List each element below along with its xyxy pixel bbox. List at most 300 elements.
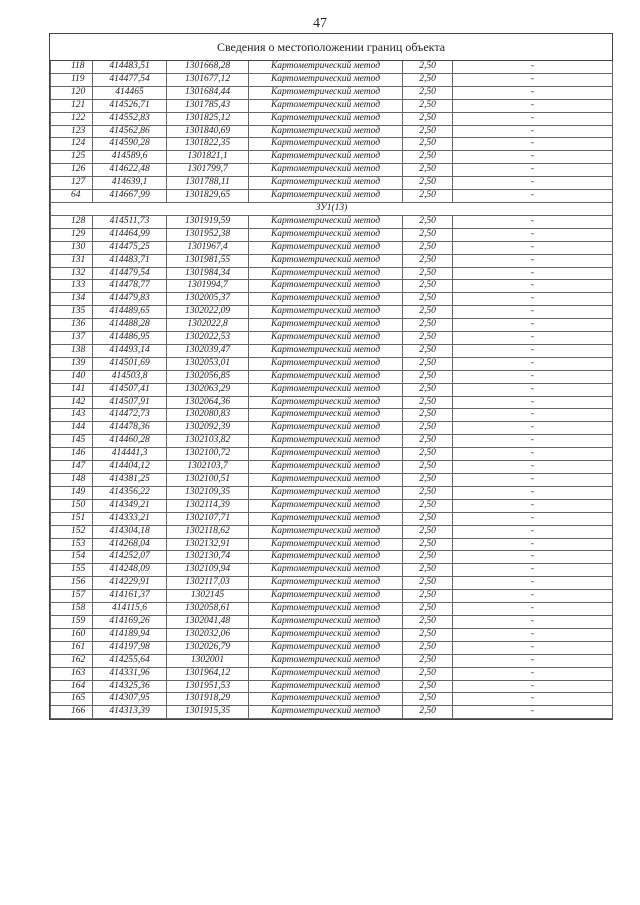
x-coordinate-cell: 414381,25: [93, 474, 167, 487]
description-cell: -: [453, 577, 613, 590]
description-cell: -: [453, 590, 613, 603]
table-row: [51, 370, 613, 383]
description-cell: -: [453, 61, 613, 73]
method-cell: Картометрический метод: [249, 177, 403, 190]
table-row: [51, 590, 613, 603]
x-coordinate-cell: 414304,18: [93, 525, 167, 538]
table-row: [51, 525, 613, 538]
accuracy-cell: 2,50: [403, 615, 453, 628]
x-coordinate-cell: 414552,83: [93, 112, 167, 125]
accuracy-cell: 2,50: [403, 396, 453, 409]
y-coordinate-cell: 1301915,35: [167, 706, 249, 719]
point-number-cell: 159: [51, 615, 93, 628]
x-coordinate-cell: 414639,1: [93, 177, 167, 190]
method-cell: Картометрический метод: [249, 615, 403, 628]
point-number-cell: 148: [51, 474, 93, 487]
table-row: [51, 603, 613, 616]
description-cell: -: [453, 409, 613, 422]
y-coordinate-cell: 1301825,12: [167, 112, 249, 125]
description-cell: -: [453, 151, 613, 164]
point-number-cell: 152: [51, 525, 93, 538]
point-number-cell: 158: [51, 603, 93, 616]
description-cell: -: [453, 448, 613, 461]
x-coordinate-cell: 414503,8: [93, 370, 167, 383]
description-cell: -: [453, 499, 613, 512]
description-cell: -: [453, 461, 613, 474]
description-cell: -: [453, 241, 613, 254]
point-number-cell: 128: [51, 215, 93, 228]
method-cell: Картометрический метод: [249, 370, 403, 383]
point-number-cell: 144: [51, 422, 93, 435]
table-row: [51, 61, 613, 73]
table-row: [51, 435, 613, 448]
y-coordinate-cell: 1302103,82: [167, 435, 249, 448]
x-coordinate-cell: 414526,71: [93, 99, 167, 112]
point-number-cell: 143: [51, 409, 93, 422]
table-row: [51, 267, 613, 280]
method-cell: Картометрический метод: [249, 357, 403, 370]
section-row: [51, 202, 613, 215]
x-coordinate-cell: 414268,04: [93, 538, 167, 551]
x-coordinate-cell: 414255,64: [93, 654, 167, 667]
method-cell: Картометрический метод: [249, 61, 403, 73]
x-coordinate-cell: 414478,77: [93, 280, 167, 293]
y-coordinate-cell: 1302039,47: [167, 344, 249, 357]
point-number-cell: 134: [51, 293, 93, 306]
x-coordinate-cell: 414313,39: [93, 706, 167, 719]
accuracy-cell: 2,50: [403, 577, 453, 590]
description-cell: -: [453, 228, 613, 241]
y-coordinate-cell: 1302107,71: [167, 512, 249, 525]
table-row: [51, 512, 613, 525]
x-coordinate-cell: 414590,28: [93, 138, 167, 151]
x-coordinate-cell: 414479,83: [93, 293, 167, 306]
description-cell: -: [453, 125, 613, 138]
accuracy-cell: 2,50: [403, 461, 453, 474]
accuracy-cell: 2,50: [403, 603, 453, 616]
y-coordinate-cell: 1302100,51: [167, 474, 249, 487]
method-cell: Картометрический метод: [249, 512, 403, 525]
y-coordinate-cell: 1301677,12: [167, 73, 249, 86]
point-number-cell: 140: [51, 370, 93, 383]
y-coordinate-cell: 1301994,7: [167, 280, 249, 293]
y-coordinate-cell: 1301821,1: [167, 151, 249, 164]
method-cell: Картометрический метод: [249, 99, 403, 112]
accuracy-cell: 2,50: [403, 151, 453, 164]
x-coordinate-cell: 414488,28: [93, 319, 167, 332]
method-cell: Картометрический метод: [249, 486, 403, 499]
description-cell: -: [453, 667, 613, 680]
point-number-cell: 149: [51, 486, 93, 499]
method-cell: Картометрический метод: [249, 306, 403, 319]
accuracy-cell: 2,50: [403, 422, 453, 435]
description-cell: -: [453, 267, 613, 280]
point-number-cell: 64: [51, 190, 93, 203]
x-coordinate-cell: 414161,37: [93, 590, 167, 603]
x-coordinate-cell: 414489,65: [93, 306, 167, 319]
method-cell: Картометрический метод: [249, 396, 403, 409]
x-coordinate-cell: 414229,91: [93, 577, 167, 590]
x-coordinate-cell: 414483,51: [93, 61, 167, 73]
table-row: [51, 344, 613, 357]
y-coordinate-cell: 1302132,91: [167, 538, 249, 551]
x-coordinate-cell: 414115,6: [93, 603, 167, 616]
coordinates-sheet: [49, 33, 613, 720]
point-number-cell: 142: [51, 396, 93, 409]
method-cell: Картометрический метод: [249, 215, 403, 228]
table-row: [51, 706, 613, 719]
description-cell: -: [453, 564, 613, 577]
table-row: [51, 99, 613, 112]
x-coordinate-cell: 414464,99: [93, 228, 167, 241]
description-cell: -: [453, 654, 613, 667]
method-cell: Картометрический метод: [249, 538, 403, 551]
accuracy-cell: 2,50: [403, 332, 453, 345]
point-number-cell: 145: [51, 435, 93, 448]
y-coordinate-cell: 1301967,4: [167, 241, 249, 254]
accuracy-cell: 2,50: [403, 112, 453, 125]
accuracy-cell: 2,50: [403, 551, 453, 564]
accuracy-cell: 2,50: [403, 370, 453, 383]
point-number-cell: 164: [51, 680, 93, 693]
x-coordinate-cell: 414486,95: [93, 332, 167, 345]
accuracy-cell: 2,50: [403, 564, 453, 577]
accuracy-cell: 2,50: [403, 706, 453, 719]
description-cell: -: [453, 474, 613, 487]
description-cell: -: [453, 486, 613, 499]
x-coordinate-cell: 414483,71: [93, 254, 167, 267]
point-number-cell: 118: [51, 61, 93, 73]
description-cell: -: [453, 422, 613, 435]
table-row: [51, 538, 613, 551]
accuracy-cell: 2,50: [403, 357, 453, 370]
y-coordinate-cell: 1302026,79: [167, 641, 249, 654]
y-coordinate-cell: 1301684,44: [167, 86, 249, 99]
x-coordinate-cell: 414331,96: [93, 667, 167, 680]
y-coordinate-cell: 1301952,38: [167, 228, 249, 241]
description-cell: -: [453, 138, 613, 151]
description-cell: -: [453, 164, 613, 177]
point-number-cell: 136: [51, 319, 93, 332]
table-row: [51, 486, 613, 499]
y-coordinate-cell: 1302005,37: [167, 293, 249, 306]
point-number-cell: 163: [51, 667, 93, 680]
x-coordinate-cell: 414501,69: [93, 357, 167, 370]
table-row: [51, 280, 613, 293]
method-cell: Картометрический метод: [249, 319, 403, 332]
description-cell: -: [453, 435, 613, 448]
point-number-cell: 125: [51, 151, 93, 164]
y-coordinate-cell: 1302022,53: [167, 332, 249, 345]
point-number-cell: 133: [51, 280, 93, 293]
table-row: [51, 680, 613, 693]
description-cell: -: [453, 512, 613, 525]
y-coordinate-cell: 1301822,35: [167, 138, 249, 151]
method-cell: Картометрический метод: [249, 332, 403, 345]
point-number-cell: 130: [51, 241, 93, 254]
x-coordinate-cell: 414477,54: [93, 73, 167, 86]
accuracy-cell: 2,50: [403, 448, 453, 461]
method-cell: Картометрический метод: [249, 667, 403, 680]
accuracy-cell: 2,50: [403, 499, 453, 512]
point-number-cell: 131: [51, 254, 93, 267]
method-cell: Картометрический метод: [249, 228, 403, 241]
accuracy-cell: 2,50: [403, 280, 453, 293]
x-coordinate-cell: 414507,91: [93, 396, 167, 409]
x-coordinate-cell: 414325,36: [93, 680, 167, 693]
method-cell: Картометрический метод: [249, 241, 403, 254]
x-coordinate-cell: 414189,94: [93, 628, 167, 641]
method-cell: Картометрический метод: [249, 383, 403, 396]
accuracy-cell: 2,50: [403, 667, 453, 680]
description-cell: -: [453, 357, 613, 370]
table-row: [51, 615, 613, 628]
point-number-cell: 151: [51, 512, 93, 525]
method-cell: Картометрический метод: [249, 577, 403, 590]
method-cell: Картометрический метод: [249, 654, 403, 667]
method-cell: Картометрический метод: [249, 525, 403, 538]
y-coordinate-cell: 1301984,34: [167, 267, 249, 280]
x-coordinate-cell: 414333,21: [93, 512, 167, 525]
x-coordinate-cell: 414667,99: [93, 190, 167, 203]
table-row: [51, 190, 613, 203]
y-coordinate-cell: 1301799,7: [167, 164, 249, 177]
x-coordinate-cell: 414307,95: [93, 693, 167, 706]
point-number-cell: 161: [51, 641, 93, 654]
accuracy-cell: 2,50: [403, 654, 453, 667]
y-coordinate-cell: 1301919,59: [167, 215, 249, 228]
table-row: [51, 474, 613, 487]
x-coordinate-cell: 414472,73: [93, 409, 167, 422]
accuracy-cell: 2,50: [403, 344, 453, 357]
point-number-cell: 124: [51, 138, 93, 151]
table-row: [51, 396, 613, 409]
method-cell: Картометрический метод: [249, 628, 403, 641]
y-coordinate-cell: 1302109,35: [167, 486, 249, 499]
point-number-cell: 157: [51, 590, 93, 603]
description-cell: -: [453, 628, 613, 641]
method-cell: Картометрический метод: [249, 280, 403, 293]
method-cell: Картометрический метод: [249, 590, 403, 603]
method-cell: Картометрический метод: [249, 409, 403, 422]
table-row: [51, 693, 613, 706]
accuracy-cell: 2,50: [403, 293, 453, 306]
description-cell: -: [453, 99, 613, 112]
method-cell: Картометрический метод: [249, 86, 403, 99]
method-cell: Картометрический метод: [249, 435, 403, 448]
table-row: [51, 241, 613, 254]
method-cell: Картометрический метод: [249, 344, 403, 357]
y-coordinate-cell: 1302053,01: [167, 357, 249, 370]
point-number-cell: 127: [51, 177, 93, 190]
y-coordinate-cell: 1302100,72: [167, 448, 249, 461]
y-coordinate-cell: 1301964,12: [167, 667, 249, 680]
x-coordinate-cell: 414475,25: [93, 241, 167, 254]
accuracy-cell: 2,50: [403, 306, 453, 319]
accuracy-cell: 2,50: [403, 254, 453, 267]
x-coordinate-cell: 414349,21: [93, 499, 167, 512]
description-cell: -: [453, 680, 613, 693]
point-number-cell: 165: [51, 693, 93, 706]
table-row: [51, 448, 613, 461]
x-coordinate-cell: 414562,86: [93, 125, 167, 138]
method-cell: Картометрический метод: [249, 422, 403, 435]
coordinates-table: [50, 61, 613, 719]
table-row: [51, 164, 613, 177]
x-coordinate-cell: 414511,73: [93, 215, 167, 228]
point-number-cell: 126: [51, 164, 93, 177]
table-row: [51, 177, 613, 190]
method-cell: Картометрический метод: [249, 254, 403, 267]
accuracy-cell: 2,50: [403, 215, 453, 228]
accuracy-cell: 2,50: [403, 641, 453, 654]
accuracy-cell: 2,50: [403, 177, 453, 190]
table-row: [51, 422, 613, 435]
description-cell: -: [453, 525, 613, 538]
y-coordinate-cell: 1302130,74: [167, 551, 249, 564]
table-row: [51, 86, 613, 99]
y-coordinate-cell: 1301829,65: [167, 190, 249, 203]
y-coordinate-cell: 1302118,62: [167, 525, 249, 538]
accuracy-cell: 2,50: [403, 190, 453, 203]
point-number-cell: 150: [51, 499, 93, 512]
description-cell: -: [453, 280, 613, 293]
description-cell: -: [453, 73, 613, 86]
accuracy-cell: 2,50: [403, 86, 453, 99]
description-cell: -: [453, 215, 613, 228]
method-cell: Картометрический метод: [249, 641, 403, 654]
accuracy-cell: 2,50: [403, 435, 453, 448]
accuracy-cell: 2,50: [403, 319, 453, 332]
description-cell: -: [453, 177, 613, 190]
x-coordinate-cell: 414197,98: [93, 641, 167, 654]
y-coordinate-cell: 1302064,36: [167, 396, 249, 409]
accuracy-cell: 2,50: [403, 164, 453, 177]
y-coordinate-cell: 1301668,28: [167, 61, 249, 73]
accuracy-cell: 2,50: [403, 138, 453, 151]
x-coordinate-cell: 414441,3: [93, 448, 167, 461]
description-cell: -: [453, 538, 613, 551]
description-cell: -: [453, 293, 613, 306]
y-coordinate-cell: 1301785,43: [167, 99, 249, 112]
point-number-cell: 160: [51, 628, 93, 641]
method-cell: Картометрический метод: [249, 603, 403, 616]
method-cell: Картометрический метод: [249, 706, 403, 719]
description-cell: -: [453, 615, 613, 628]
method-cell: Картометрический метод: [249, 73, 403, 86]
accuracy-cell: 2,50: [403, 680, 453, 693]
y-coordinate-cell: 1302109,94: [167, 564, 249, 577]
method-cell: Картометрический метод: [249, 680, 403, 693]
description-cell: -: [453, 641, 613, 654]
description-cell: -: [453, 396, 613, 409]
description-cell: -: [453, 551, 613, 564]
table-row: [51, 319, 613, 332]
point-number-cell: 147: [51, 461, 93, 474]
y-coordinate-cell: 1301840,69: [167, 125, 249, 138]
description-cell: -: [453, 254, 613, 267]
x-coordinate-cell: 414493,14: [93, 344, 167, 357]
table-row: [51, 564, 613, 577]
y-coordinate-cell: 1302103,7: [167, 461, 249, 474]
point-number-cell: 139: [51, 357, 93, 370]
point-number-cell: 135: [51, 306, 93, 319]
point-number-cell: 156: [51, 577, 93, 590]
table-row: [51, 641, 613, 654]
y-coordinate-cell: 1302056,85: [167, 370, 249, 383]
table-row: [51, 577, 613, 590]
y-coordinate-cell: 1302022,8: [167, 319, 249, 332]
accuracy-cell: 2,50: [403, 61, 453, 73]
accuracy-cell: 2,50: [403, 512, 453, 525]
x-coordinate-cell: 414465: [93, 86, 167, 99]
accuracy-cell: 2,50: [403, 383, 453, 396]
point-number-cell: 166: [51, 706, 93, 719]
x-coordinate-cell: 414356,22: [93, 486, 167, 499]
method-cell: Картометрический метод: [249, 125, 403, 138]
x-coordinate-cell: 414479,54: [93, 267, 167, 280]
accuracy-cell: 2,50: [403, 125, 453, 138]
method-cell: Картометрический метод: [249, 190, 403, 203]
x-coordinate-cell: 414507,41: [93, 383, 167, 396]
table-row: [51, 228, 613, 241]
table-row: [51, 551, 613, 564]
table-row: [51, 215, 613, 228]
table-row: [51, 112, 613, 125]
y-coordinate-cell: 1302080,83: [167, 409, 249, 422]
x-coordinate-cell: 414478,36: [93, 422, 167, 435]
description-cell: -: [453, 332, 613, 345]
accuracy-cell: 2,50: [403, 486, 453, 499]
accuracy-cell: 2,50: [403, 409, 453, 422]
y-coordinate-cell: 1302145: [167, 590, 249, 603]
method-cell: Картометрический метод: [249, 499, 403, 512]
method-cell: Картометрический метод: [249, 448, 403, 461]
accuracy-cell: 2,50: [403, 228, 453, 241]
point-number-cell: 138: [51, 344, 93, 357]
accuracy-cell: 2,50: [403, 73, 453, 86]
point-number-cell: 129: [51, 228, 93, 241]
table-row: [51, 332, 613, 345]
accuracy-cell: 2,50: [403, 628, 453, 641]
accuracy-cell: 2,50: [403, 241, 453, 254]
description-cell: -: [453, 190, 613, 203]
method-cell: Картометрический метод: [249, 267, 403, 280]
table-row: [51, 306, 613, 319]
section-label: ЗУ1(13): [51, 202, 613, 215]
y-coordinate-cell: 1301788,11: [167, 177, 249, 190]
method-cell: Картометрический метод: [249, 138, 403, 151]
description-cell: -: [453, 112, 613, 125]
table-row: [51, 357, 613, 370]
point-number-cell: 123: [51, 125, 93, 138]
x-coordinate-cell: 414169,26: [93, 615, 167, 628]
accuracy-cell: 2,50: [403, 474, 453, 487]
description-cell: -: [453, 706, 613, 719]
table-row: [51, 499, 613, 512]
method-cell: Картометрический метод: [249, 164, 403, 177]
table-row: [51, 138, 613, 151]
point-number-cell: 121: [51, 99, 93, 112]
x-coordinate-cell: 414460,28: [93, 435, 167, 448]
table-row: [51, 125, 613, 138]
description-cell: -: [453, 344, 613, 357]
accuracy-cell: 2,50: [403, 590, 453, 603]
x-coordinate-cell: 414404,12: [93, 461, 167, 474]
table-row: [51, 383, 613, 396]
point-number-cell: 162: [51, 654, 93, 667]
x-coordinate-cell: 414589,6: [93, 151, 167, 164]
